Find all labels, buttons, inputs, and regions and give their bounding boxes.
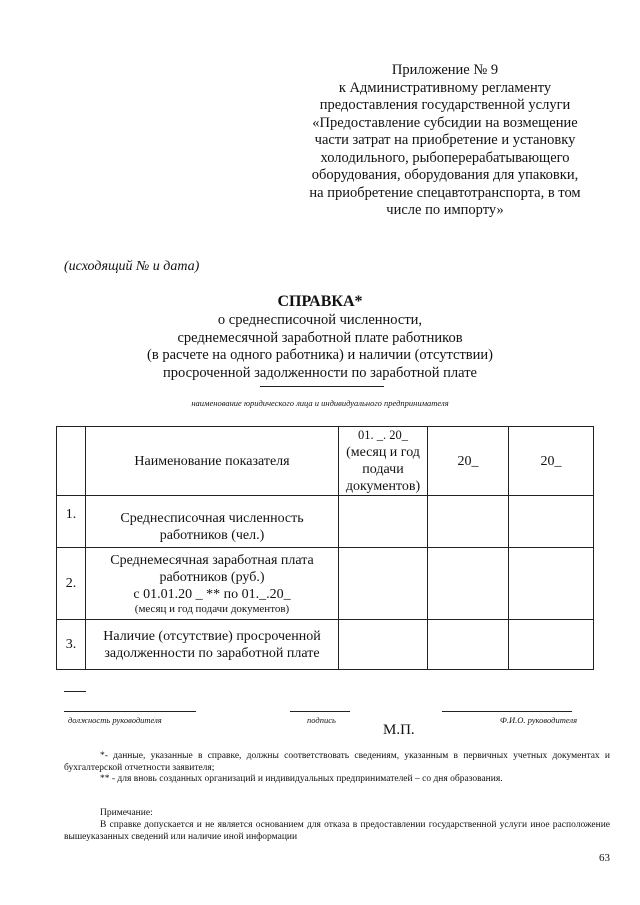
- row-number-cell: [57, 620, 86, 670]
- row-value-cell[interactable]: [428, 620, 509, 670]
- position-line: [64, 711, 196, 712]
- row-value-cell[interactable]: [428, 496, 509, 548]
- row-value-cell[interactable]: [509, 620, 594, 670]
- name-header-cell: [86, 427, 339, 496]
- date-header-line: 01. _. 20_: [358, 428, 408, 442]
- year2-header-label: 20_: [540, 453, 562, 469]
- date-header-line: подачи: [362, 462, 404, 477]
- year2-header-cell: [509, 427, 594, 496]
- short-line: [64, 691, 86, 692]
- table-header-row: [57, 427, 594, 496]
- row-name-line: Среднемесячная заработная плата: [110, 552, 314, 568]
- row-value-cell[interactable]: [509, 548, 594, 620]
- document-title: СПРАВКА*: [277, 293, 363, 310]
- position-caption: должность руководителя: [68, 715, 162, 725]
- name-header-label: Наименование показателя: [134, 453, 290, 469]
- table-row: [57, 496, 594, 548]
- appendix-line: предоставления государственной услуги: [319, 97, 571, 113]
- row-value-cell[interactable]: [339, 620, 428, 670]
- row-name-line: работников (чел.): [159, 528, 265, 543]
- subtitle-line: среднемесячной заработной плате работников: [177, 329, 463, 346]
- name-line: [442, 711, 572, 712]
- table-row: [57, 548, 594, 620]
- row-number: 2.: [65, 576, 77, 591]
- appendix-line: холодильного, рыбоперерабатывающего: [320, 149, 570, 166]
- remark-title: Примечание:: [100, 808, 153, 818]
- row-value-cell[interactable]: [339, 548, 428, 620]
- subtitle-line: просроченной задолженности по заработной плате: [163, 364, 477, 381]
- row-name-cell: [86, 548, 339, 620]
- row-name-note: (месяц и год подачи документов): [134, 602, 290, 615]
- outgoing-number-label: (исходящий № и дата): [64, 259, 200, 274]
- row-name-line: Наличие (отсутствие) просроченной: [103, 628, 321, 644]
- organization-name-caption: наименование юридического лица и индивидуального предпринимателя: [191, 398, 449, 408]
- signature-caption: подпись: [307, 715, 336, 725]
- date-header-cell: [339, 427, 428, 496]
- subtitle-line: (в расчете на одного работника) и наличии (отсутствии): [147, 347, 493, 363]
- row-name-cell: [86, 620, 339, 670]
- signature-line: [290, 711, 350, 712]
- name-caption: Ф.И.О. руководителя: [500, 715, 578, 725]
- row-value-cell[interactable]: [428, 548, 509, 620]
- subtitle-line: о среднесписочной численности,: [217, 312, 423, 328]
- appendix-line: числе по импорту»: [386, 202, 504, 218]
- appendix-line: «Предоставление субсидии на возмещение: [312, 114, 578, 131]
- row-name-line: задолженности по заработной плате: [104, 645, 320, 661]
- year1-header-label: 20_: [457, 453, 479, 469]
- row-number: 3.: [65, 637, 77, 652]
- appendix-line: оборудования, оборудования для упаковки,: [311, 167, 579, 183]
- date-header-line: документов): [345, 479, 421, 494]
- row-name-line: с 01.01.20 _ ** по 01._.20_: [133, 586, 291, 602]
- row-value-cell[interactable]: [509, 496, 594, 548]
- row-name-line: Среднесписочная численность: [120, 511, 304, 526]
- footnote-double-asterisk: ** - для вновь созданных организаций и индивидуальных предпринимателей – со дня образования.: [100, 774, 503, 784]
- appendix-line: Приложение № 9: [391, 62, 499, 78]
- row-number: 1.: [65, 507, 77, 522]
- row-number-cell: [57, 548, 86, 620]
- date-header-line: (месяц и год: [346, 445, 420, 460]
- year1-header-cell: [428, 427, 509, 496]
- footnote-asterisk: *- данные, указанные в справке, должны соответствовать сведениям, указанным в первичных учетных документах и бухгалтерской отчетности заявителя;: [64, 751, 610, 773]
- table-row: [57, 620, 594, 670]
- appendix-line: к Административному регламенту: [338, 79, 552, 96]
- row-value-cell[interactable]: [339, 496, 428, 548]
- number-header-cell: [57, 427, 86, 496]
- row-name-cell: [86, 496, 339, 548]
- row-number-cell: [57, 496, 86, 548]
- row-name-line: работников (руб.): [159, 569, 265, 585]
- organization-name-line: [260, 386, 384, 387]
- stamp-label: М.П.: [383, 722, 415, 738]
- indicators-table: [56, 426, 594, 670]
- appendix-line: на приобретение спецавтотранспорта, в том: [309, 184, 581, 201]
- page-number: 63: [599, 852, 610, 864]
- appendix-header: [300, 62, 590, 220]
- remark-text: В справке допускается и не является основанием для отказа в предоставлении государственной услуги иное расположение вышеуказанных сведений или наличие иной информации: [64, 820, 610, 842]
- document-subtitle: [0, 312, 640, 382]
- appendix-line: части затрат на приобретение и установку: [314, 132, 576, 148]
